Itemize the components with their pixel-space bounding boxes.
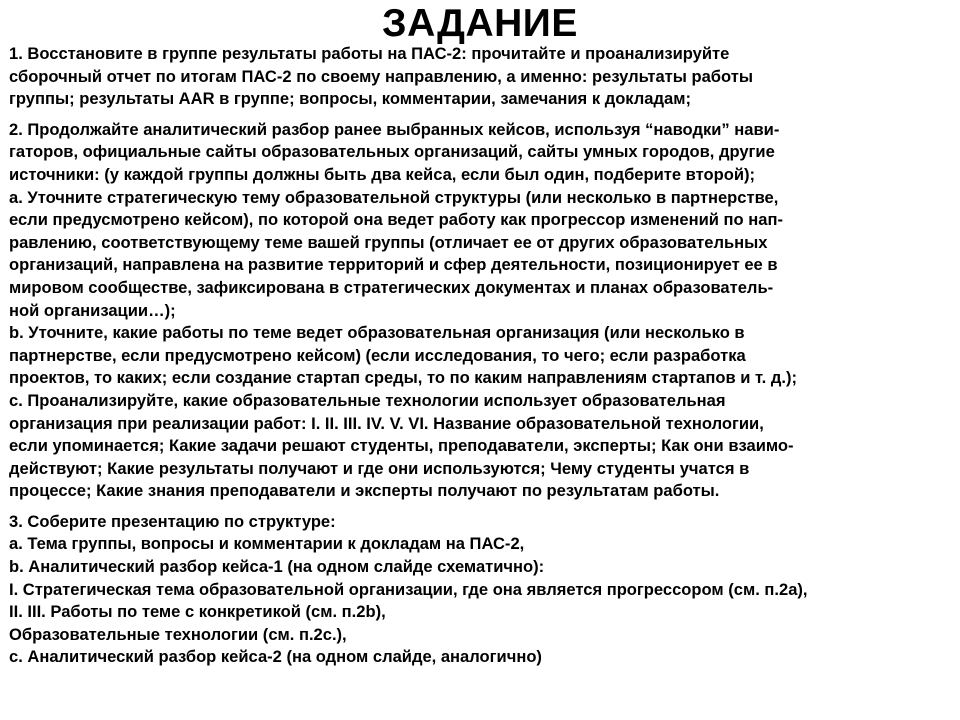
text-line: если предусмотрено кейсом), по которой она ведет работу как прогрессор изменений по нап-: [9, 210, 783, 230]
text-line: b. Аналитический разбор кейса-1 (на одном слайде схематично):: [9, 557, 545, 577]
text-line: равлению, соответствующему теме вашей группы (отличает ее от других образовательных: [9, 232, 768, 252]
text-line: сборочный отчет по итогам ПАС-2 по своему направлению, а именно: результаты работы: [9, 66, 753, 86]
task-body: [9, 43, 957, 669]
text-line: ной организации…);: [9, 300, 176, 320]
text-line: гаторов, официальные сайты образовательных организаций, сайты умных городов, другие: [9, 142, 775, 162]
text-line: 3. Соберите презентацию по структуре:: [9, 511, 336, 531]
slide-title: ЗАДАНИЕ: [382, 2, 578, 45]
text-line: a. Тема группы, вопросы и комментарии к докладам на ПАС-2,: [9, 534, 525, 554]
text-line: I. Стратегическая тема образовательной организации, где она является прогрессором (см. п.2a),: [9, 579, 808, 599]
text-line: a. Уточните стратегическую тему образовательной структуры (или несколько в партнерстве,: [9, 187, 779, 207]
text-line: организаций, направлена на развитие территорий и сфер деятельности, позиционирует ее в: [9, 255, 778, 275]
text-line: b. Уточните, какие работы по теме ведет образовательная организация (или несколько в: [9, 323, 745, 343]
text-line: мировом сообществе, зафиксирована в стратегических документах и планах образователь-: [9, 277, 774, 297]
text-line: организация при реализации работ: I. II. III. IV. V. VI. Название образовательной технологии,: [9, 413, 764, 433]
text-line: партнерстве, если предусмотрено кейсом) (если исследования, то чего; если разработка: [9, 345, 746, 365]
text-line: проектов, то каких; если создание стартап среды, то по каким направлениям стартапов и т. д.);: [9, 368, 797, 388]
text-line: действуют; Какие результаты получают и где они используются; Чему студенты учатся в: [9, 458, 750, 478]
text-line: Образовательные технологии (см. п.2c.),: [9, 624, 347, 644]
task-item-3: [9, 511, 957, 669]
text-line: процессе; Какие знания преподаватели и эксперты получают по результатам работы.: [9, 481, 720, 501]
text-line: если упоминается; Какие задачи решают студенты, преподаватели, эксперты; Как они взаимо-: [9, 436, 794, 456]
text-line: c. Аналитический разбор кейса-2 (на одном слайде, аналогично): [9, 647, 542, 667]
text-line: источники: (у каждой группы должны быть два кейса, если был один, подберите второй);: [9, 164, 756, 184]
text-line: группы; результаты AAR в группе; вопросы, комментарии, замечания к докладам;: [9, 89, 691, 109]
text-line: 2. Продолжайте аналитический разбор ранее выбранных кейсов, используя “наводки” нави-: [9, 119, 780, 139]
text-line: c. Проанализируйте, какие образовательные технологии использует образовательная: [9, 390, 726, 410]
task-item-2: [9, 119, 957, 503]
text-line: 1. Восстановите в группе результаты работы на ПАС-2: прочитайте и проанализируйте: [9, 44, 730, 63]
task-item-1: [9, 43, 957, 111]
text-line: II. III. Работы по теме с конкретикой (см. п.2b),: [9, 602, 386, 622]
